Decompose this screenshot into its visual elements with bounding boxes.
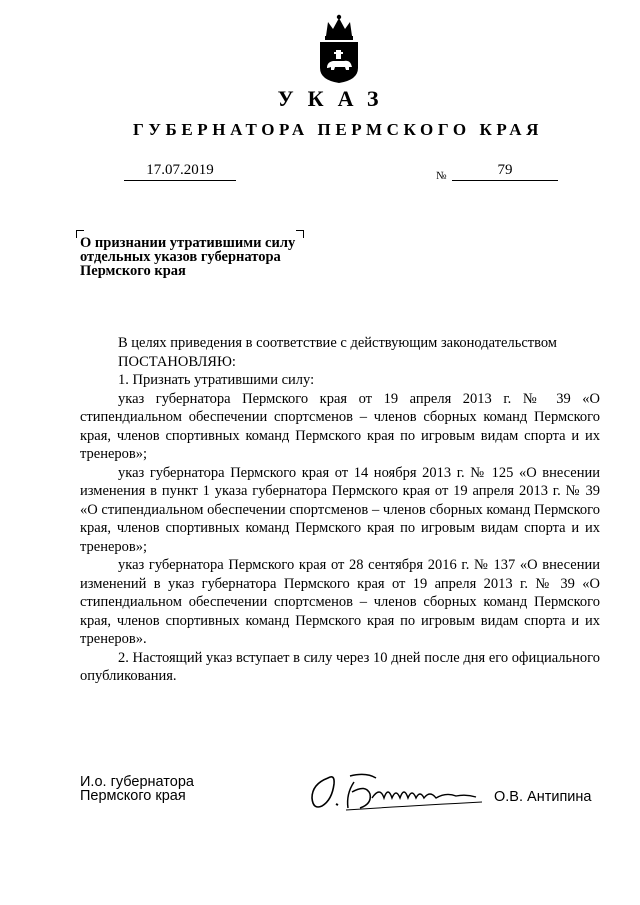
document-body (80, 334, 600, 686)
coat-of-arms-icon (316, 12, 362, 84)
document-subtitle: ГУБЕРНАТОРА ПЕРМСКОГО КРАЯ (133, 120, 543, 139)
document-date: 17.07.2019 (124, 162, 236, 181)
heading-line: отдельных указов губернатора (80, 249, 281, 265)
heading-line: О признании утратившими силу (80, 235, 296, 251)
paragraph-decree: ПОСТАНОВЛЯЮ: (118, 353, 236, 370)
paragraph-preamble: В целях приведения в соответствие с действующим законодательством (118, 335, 557, 351)
position-line: И.о. губернатора (80, 774, 194, 790)
handwritten-signature (306, 764, 490, 816)
signatory-name: О.В. Антипина (494, 789, 592, 805)
paragraph-decree-125: указ губернатора Пермского края от 14 ноября 2013 г. № 125 «О внесении изменения в пункт 1 указа губернатора Пермского края от 19 апреля 2013 г. № 39 «О стипендиальном обеспечении спортсменов – членов сборных команд Пермского края, членов спортивных команд Пермского края по игровым видам спорта и их тренеров»; (80, 464, 600, 555)
paragraph-item-1: 1. Признать утратившими силу: (118, 372, 315, 388)
paragraph-decree-137: указ губернатора Пермского края от 28 сентября 2016 г. № 137 «О внесении изменений в указ губернатора Пермского края от 19 апреля 2013 г. № 39 «О стипендиальном обеспечении спортсменов – членов сборных команд Пермского края, членов спортивных команд Пермского края по игровым видам спорта и их тренеров». (80, 557, 600, 647)
paragraph-item-2: 2. Настоящий указ вступает в силу через 10 дней после дня его официального опубликования. (80, 649, 600, 684)
document-title: УКАЗ (277, 86, 393, 111)
document-number: 79 (452, 162, 558, 181)
signatory-position (80, 775, 194, 803)
number-sign: № (436, 170, 447, 182)
document-heading (80, 236, 320, 278)
heading-line: Пермского края (80, 263, 186, 279)
paragraph-decree-39: указ губернатора Пермского края от 19 апреля 2013 г. № 39 «О стипендиальном обеспечении спортсменов – членов сборных команд Пермского края, членов спортивных команд Пермского края по игровым видам спорта и их тренеров»; (80, 390, 600, 462)
position-line: Пермского края (80, 788, 186, 804)
